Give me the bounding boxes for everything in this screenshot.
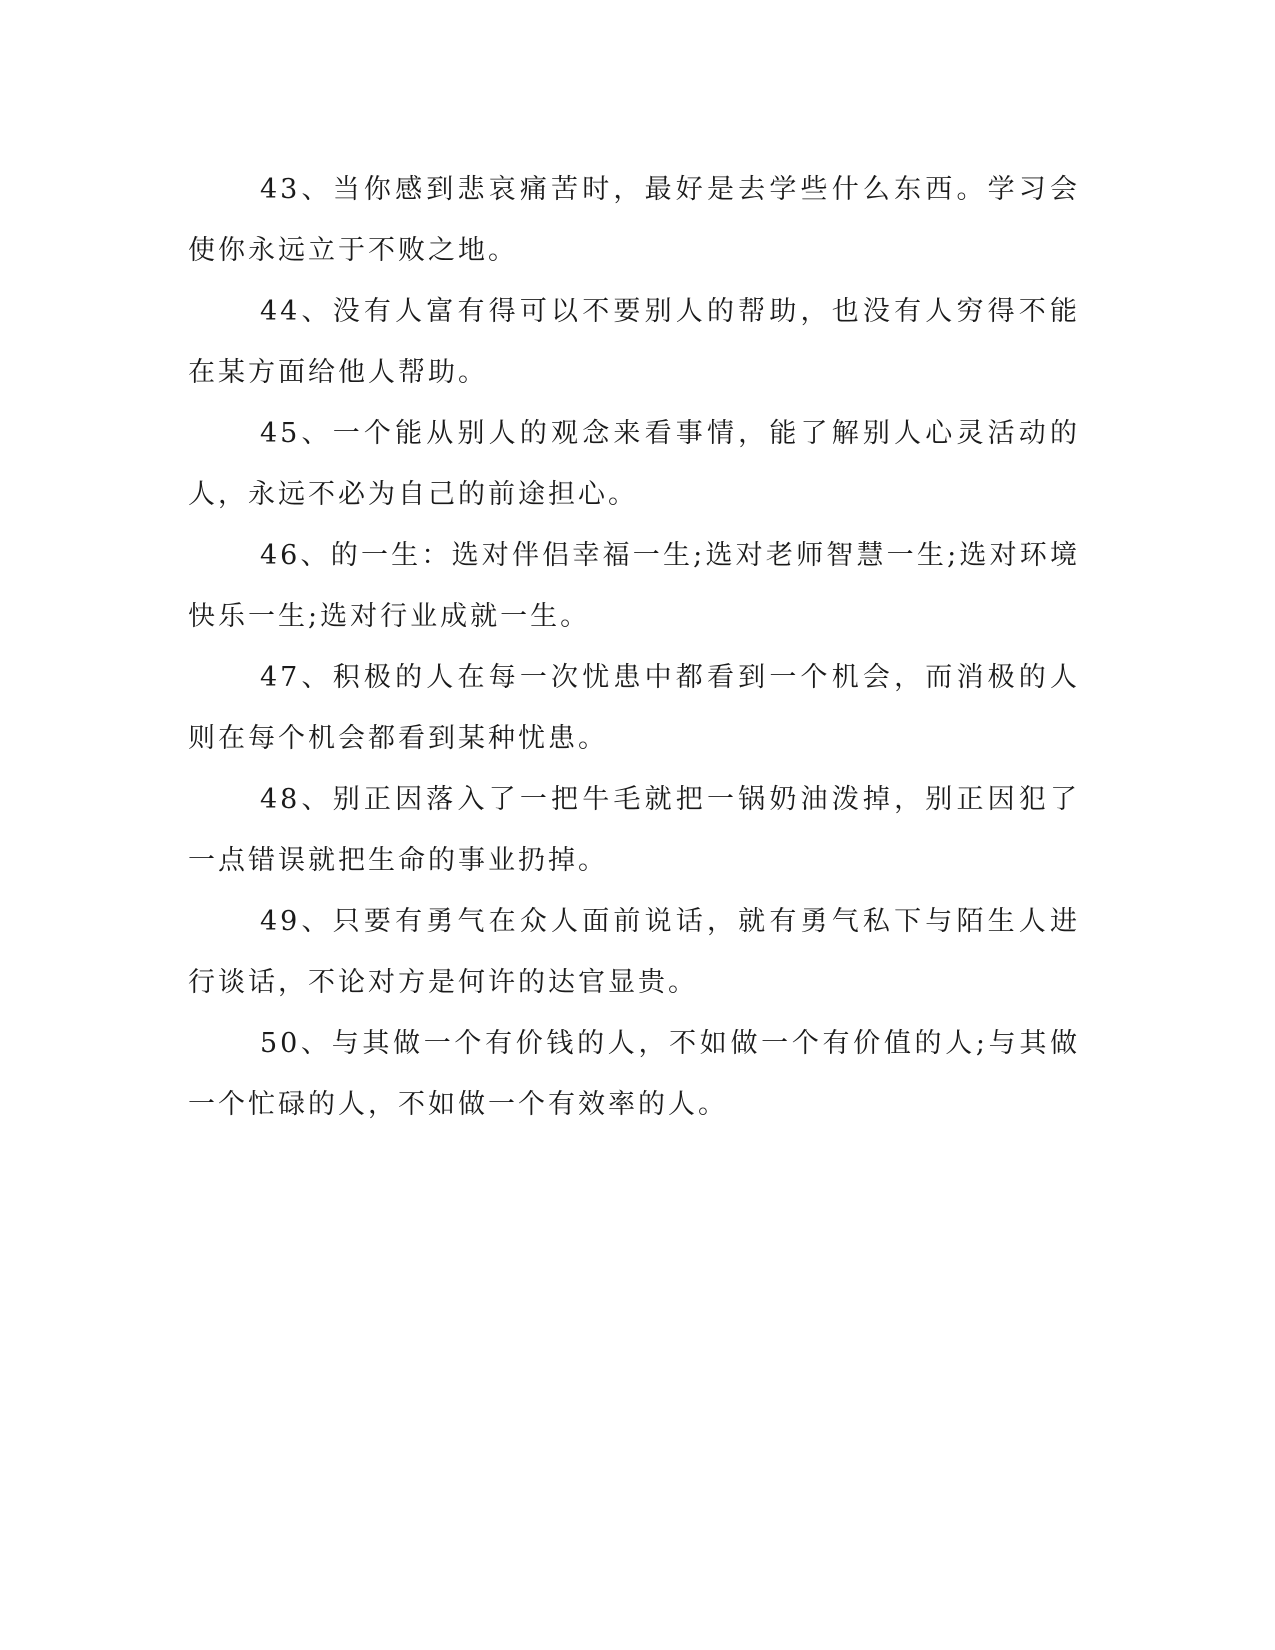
- paragraph-47: 47、积极的人在每一次忧患中都看到一个机会，而消极的人则在每个机会都看到某种忧患。: [188, 662, 1080, 754]
- paragraph-50: 50、与其做一个有价钱的人，不如做一个有价值的人;与其做一个忙碌的人，不如做一个有效率的人。: [188, 1028, 1080, 1120]
- paragraph-49: 49、只要有勇气在众人面前说话，就有勇气私下与陌生人进行谈话，不论对方是何许的达官显贵。: [188, 906, 1080, 998]
- paragraph-43: 43、当你感到悲哀痛苦时，最好是去学些什么东西。学习会使你永远立于不败之地。: [188, 174, 1080, 266]
- document-body: [188, 159, 1080, 1135]
- paragraph-46: 46、的一生：选对伴侣幸福一生;选对老师智慧一生;选对环境快乐一生;选对行业成就一生。: [188, 540, 1080, 632]
- paragraph-48: 48、别正因落入了一把牛毛就把一锅奶油泼掉，别正因犯了一点错误就把生命的事业扔掉。: [188, 784, 1080, 876]
- paragraph-45: 45、一个能从别人的观念来看事情，能了解别人心灵活动的人，永远不必为自己的前途担心。: [188, 418, 1080, 510]
- paragraph-44: 44、没有人富有得可以不要别人的帮助，也没有人穷得不能在某方面给他人帮助。: [188, 296, 1080, 388]
